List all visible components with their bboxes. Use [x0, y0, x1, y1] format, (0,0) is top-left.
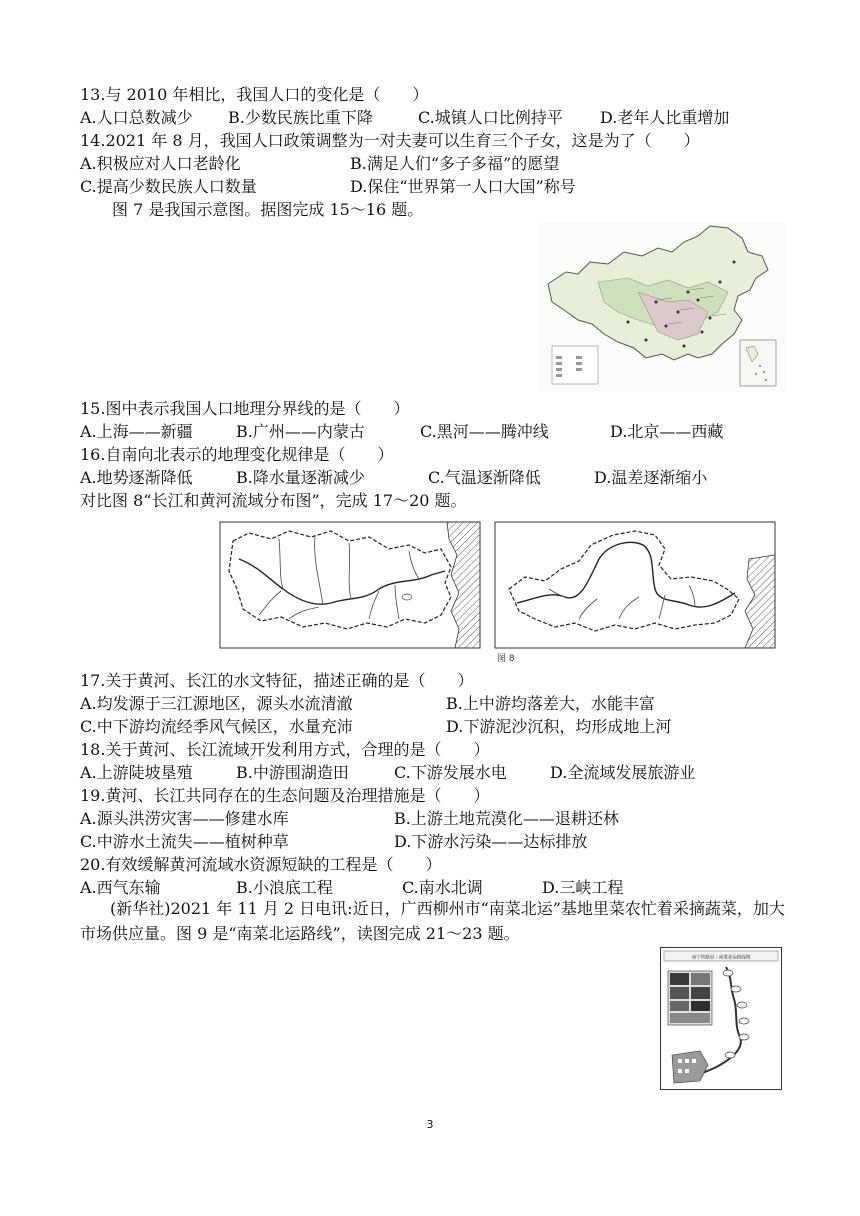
q18-option-a: A.上游陡坡垦殖 — [80, 763, 193, 782]
q14-option-b: B.满足人们“多子多福”的愿望 — [350, 154, 560, 173]
intro-15-16: 图 7 是我国示意图。据图完成 15～16 题。 — [112, 200, 424, 219]
q18-stem: 18.关于黄河、长江流域开发利用方式，合理的是（ ） — [80, 740, 490, 759]
q20-option-d: D.三峡工程 — [542, 878, 624, 897]
q13-option-d: D.老年人比重增加 — [600, 108, 730, 127]
q19-option-c: C.中游水土流失——植树种草 — [80, 832, 289, 851]
q19-option-a: A.源头洪涝灾害——修建水库 — [80, 809, 289, 828]
q16-option-a: A.地势逐渐降低 — [80, 468, 193, 487]
q14-option-a: A.积极应对人口老龄化 — [80, 154, 241, 173]
river-basins-image — [219, 519, 776, 665]
q16-option-c: C.气温逐渐降低 — [428, 468, 541, 487]
q17-option-b: B.上中游均落差大，水能丰富 — [446, 694, 655, 713]
q20-option-c: C.南水北调 — [402, 878, 483, 897]
figure-8-caption: 图 8 — [497, 654, 515, 664]
intro-21-23: (新华社)2021 年 11 月 2 日电讯:近日，广西柳州市“南菜北运”基地里菜农忙着采摘蔬菜，加大市场供应量。图 9 是“南菜北运路线”，读图完成 21～23 题。 — [80, 899, 785, 943]
south-sea-inset — [740, 340, 776, 386]
q15-option-b: B.广州——内蒙古 — [236, 422, 365, 441]
q13-option-a: A.人口总数减少 — [80, 108, 193, 127]
q20-option-a: A.西气东输 — [80, 878, 161, 897]
q13-stem: 13.与 2010 年相比，我国人口的变化是（ ） — [80, 85, 429, 104]
q15-option-c: C.黑河——腾冲线 — [420, 422, 549, 441]
china-map-image — [538, 222, 786, 392]
q18-option-b: B.中游围湖造田 — [236, 763, 349, 782]
q14-stem: 14.2021 年 8 月，我国人口政策调整为一对夫妻可以生育三个子女，这是为了（ ） — [80, 131, 700, 150]
river-basins-figure — [219, 519, 776, 665]
q15-option-d: D.北京——西藏 — [610, 422, 724, 441]
q17-option-c: C.中下游均流经季风气候区，水量充沛 — [80, 717, 353, 736]
q15-stem: 15.图中表示我国人口地理分界线的是（ ） — [80, 399, 410, 418]
q17-stem: 17.关于黄河、长江的水文特征，描述正确的是（ ） — [80, 671, 474, 690]
vegetable-route-figure — [660, 947, 782, 1090]
q20-option-b: B.小浪底工程 — [236, 878, 333, 897]
q19-option-d: D.下游水污染——达标排放 — [394, 832, 588, 851]
q17-option-d: D.下游泥沙沉积，均形成地上河 — [446, 717, 672, 736]
q14-option-d: D.保住“世界第一人口大国”称号 — [350, 177, 576, 196]
q16-option-d: D.温差逐渐缩小 — [594, 468, 708, 487]
q13-option-c: C.城镇人口比例持平 — [418, 108, 563, 127]
q16-stem: 16.自南向北表示的地理变化规律是（ ） — [80, 445, 394, 464]
q17-option-a: A.均发源于三江源地区，源头水流清澈 — [80, 694, 353, 713]
q15-option-a: A.上海——新疆 — [80, 422, 193, 441]
route-map-header: 南宁铁路局｜南菜北运路线图 — [691, 955, 751, 961]
q19-stem: 19.黄河、长江共同存在的生态问题及治理措施是（ ） — [80, 786, 490, 805]
q13-option-b: B.少数民族比重下降 — [228, 108, 373, 127]
q18-option-c: C.下游发展水电 — [394, 763, 507, 782]
q20-stem: 20.有效缓解黄河流域水资源短缺的工程是（ ） — [80, 855, 442, 874]
china-map-figure — [538, 222, 786, 392]
intro-17-20: 对比图 8“长江和黄河流域分布图”，完成 17～20 题。 — [80, 491, 467, 510]
yangtze-panel — [220, 522, 480, 648]
page-number: 3 — [426, 1118, 434, 1131]
vegetable-route-image — [660, 947, 782, 1090]
q16-option-b: B.降水量逐渐减少 — [236, 468, 365, 487]
q14-option-c: C.提高少数民族人口数量 — [80, 177, 257, 196]
q19-option-b: B.上游土地荒漠化——退耕还林 — [394, 809, 619, 828]
q18-option-d: D.全流域发展旅游业 — [550, 763, 696, 782]
